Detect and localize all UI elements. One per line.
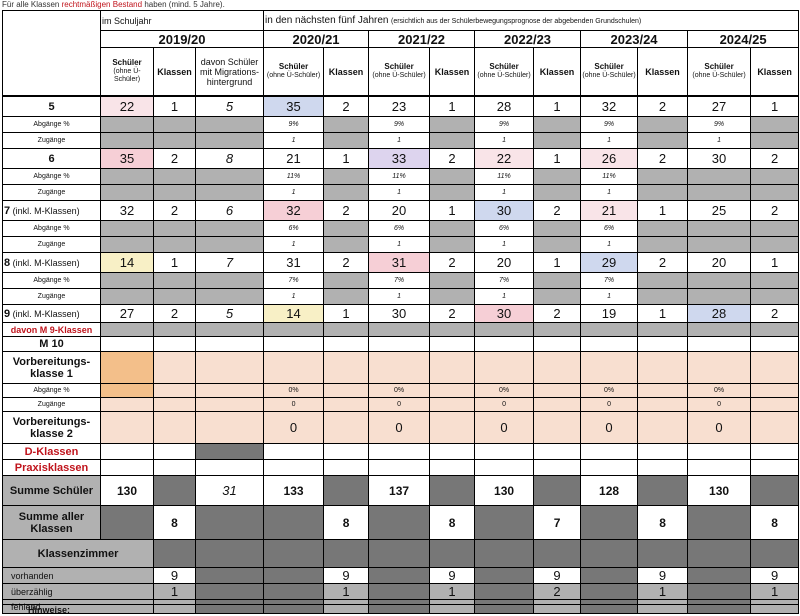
zugaenge-value: 0 <box>475 398 534 412</box>
schueler-value: 27 <box>688 97 751 117</box>
klassen-value: 2 <box>534 305 581 323</box>
summe-schueler-value: 130 <box>101 476 154 506</box>
klassen-value: 1 <box>638 201 688 221</box>
top-note <box>2 0 798 10</box>
abgaenge-value: 6% <box>581 221 638 237</box>
zugaenge-label: Zugänge <box>3 289 101 305</box>
klassen-value: 1 <box>638 305 688 323</box>
vorhanden-value: 9 <box>534 568 581 584</box>
schueler-value: 33 <box>369 149 430 169</box>
abgaenge-value: 9% <box>369 117 430 133</box>
grade-row-9 <box>3 305 799 323</box>
abgaenge-value: 9% <box>475 117 534 133</box>
summe-klassen-value: 7 <box>534 506 581 540</box>
zugaenge-label: Zugänge <box>3 185 101 201</box>
praxis-label: Praxisklassen <box>3 460 101 476</box>
schueler-value: 31 <box>264 253 324 273</box>
zugaenge-value: 1 <box>475 185 534 201</box>
vk1-label: Vorbereitungs-klasse 1 <box>3 352 101 384</box>
grade-row-8 <box>3 253 799 273</box>
hinweise-label: Hinweise: <box>2 604 798 615</box>
abgaenge-value: 9% <box>264 117 324 133</box>
abgaenge-value: 7% <box>369 273 430 289</box>
m9-row <box>3 323 799 337</box>
abgaenge-value: 6% <box>264 221 324 237</box>
m10-label: M 10 <box>3 337 101 352</box>
header-label-corner <box>3 11 101 96</box>
vk2-value: 0 <box>688 412 751 444</box>
summe-schueler-value: 128 <box>581 476 638 506</box>
klassen-value: 1 <box>154 97 196 117</box>
schueler-value: 27 <box>101 305 154 323</box>
ueberzaehlig-value: 1 <box>154 584 196 600</box>
year-2022-23: 2022/23 <box>475 31 581 48</box>
klassen-value: 2 <box>430 149 475 169</box>
schueler-value: 22 <box>101 97 154 117</box>
klassen-value: 2 <box>430 253 475 273</box>
zugaenge-value: 1 <box>264 237 324 253</box>
abgaenge-value: 11% <box>475 169 534 185</box>
abgaenge-value: 0% <box>581 384 638 398</box>
summe-klassen-label: Summe aller Klassen <box>3 506 101 540</box>
vk2-value: 0 <box>264 412 324 444</box>
zugaenge-value: 1 <box>369 185 430 201</box>
abgaenge-value: 6% <box>369 221 430 237</box>
schueler-value: 14 <box>264 305 324 323</box>
zugaenge-value: 1 <box>581 185 638 201</box>
vk1-abgaenge-row <box>3 384 799 398</box>
klassen-value: 2 <box>430 305 475 323</box>
grade-label: 9 (inkl. M-Klassen) <box>3 305 101 323</box>
klassen-value: 1 <box>430 201 475 221</box>
vorhanden-value: 9 <box>430 568 475 584</box>
migration-value: 5 <box>196 305 264 323</box>
student-forecast-table <box>2 10 799 614</box>
klassen-value: 2 <box>154 149 196 169</box>
schueler-value: 23 <box>369 97 430 117</box>
klassen-value: 1 <box>534 253 581 273</box>
klassen-value: 2 <box>324 201 369 221</box>
klassen-value: 2 <box>751 201 799 221</box>
zugaenge-value: 1 <box>264 133 324 149</box>
klassen-value: 1 <box>324 305 369 323</box>
zugaenge-value: 1 <box>369 133 430 149</box>
summe-schueler-label: Summe Schüler <box>3 476 101 506</box>
top-note-suffix: haben (mind. 5 Jahre). <box>144 0 225 9</box>
klassen-value: 1 <box>324 149 369 169</box>
zugaenge-value: 1 <box>264 289 324 305</box>
col-schueler: Schüler (ohne Ü-Schüler) <box>369 48 430 96</box>
abgaenge-label: Abgänge % <box>3 384 101 398</box>
grade-row-6 <box>3 149 799 169</box>
summe-schueler-value: 133 <box>264 476 324 506</box>
abgaenge-value: 0% <box>369 384 430 398</box>
col-klassen: Klassen <box>534 48 581 96</box>
ueberzaehlig-value: 2 <box>534 584 581 600</box>
abgaenge-label: Abgänge % <box>3 117 101 133</box>
schueler-value: 30 <box>475 305 534 323</box>
klassen-value: 1 <box>751 253 799 273</box>
year-2020-21: 2020/21 <box>264 31 369 48</box>
klassen-value: 2 <box>154 305 196 323</box>
d-klassen-row <box>3 444 799 460</box>
zugaenge-value: 1 <box>475 133 534 149</box>
summe-schueler-value: 130 <box>688 476 751 506</box>
schueler-value: 32 <box>264 201 324 221</box>
current-year-header: im Schuljahr <box>101 11 264 31</box>
schueler-value: 28 <box>688 305 751 323</box>
klassen-value: 1 <box>534 149 581 169</box>
vk2-row <box>3 412 799 444</box>
summe-klassen-value: 8 <box>154 506 196 540</box>
col-klassen: Klassen <box>638 48 688 96</box>
col-klassen: Klassen <box>154 48 196 96</box>
klassen-value: 2 <box>324 97 369 117</box>
year-2023-24: 2023/24 <box>581 31 688 48</box>
summe-schueler-row <box>3 476 799 506</box>
schueler-value: 28 <box>475 97 534 117</box>
summe-klassen-value: 8 <box>638 506 688 540</box>
migration-value: 7 <box>196 253 264 273</box>
klassen-value: 2 <box>638 149 688 169</box>
abgaenge-value: 7% <box>581 273 638 289</box>
top-note-prefix: Für alle Klassen <box>2 0 60 9</box>
m9-label: davon M 9-Klassen <box>3 323 101 337</box>
zugaenge-row <box>3 185 799 201</box>
klassen-value: 2 <box>751 305 799 323</box>
abgaenge-value: 11% <box>581 169 638 185</box>
abgaenge-value: 11% <box>369 169 430 185</box>
vorhanden-value: 9 <box>638 568 688 584</box>
summe-schueler-value: 130 <box>475 476 534 506</box>
summe-klassen-value: 8 <box>751 506 799 540</box>
klassen-value: 1 <box>751 97 799 117</box>
zugaenge-label: Zugänge <box>3 237 101 253</box>
zugaenge-value: 0 <box>369 398 430 412</box>
schueler-value: 35 <box>264 97 324 117</box>
zugaenge-value: 0 <box>688 398 751 412</box>
zugaenge-row <box>3 133 799 149</box>
klassen-value: 2 <box>751 149 799 169</box>
schueler-value: 32 <box>581 97 638 117</box>
grade-label: 8 (inkl. M-Klassen) <box>3 253 101 273</box>
schueler-value: 29 <box>581 253 638 273</box>
top-note-red: rechtmäßigen Bestand <box>61 0 143 9</box>
zugaenge-row <box>3 289 799 305</box>
klassen-value: 2 <box>534 201 581 221</box>
grade-row-5 <box>3 97 799 117</box>
schueler-value: 20 <box>475 253 534 273</box>
abgaenge-value: 7% <box>264 273 324 289</box>
year-2019-20: 2019/20 <box>101 31 264 48</box>
vorhanden-value: 9 <box>751 568 799 584</box>
fehlend-label: fehlend <box>3 600 154 614</box>
ueberzaehlig-value: 1 <box>751 584 799 600</box>
schueler-value: 30 <box>475 201 534 221</box>
vk1-zugaenge-row <box>3 398 799 412</box>
zugaenge-value: 1 <box>581 133 638 149</box>
zugaenge-row <box>3 237 799 253</box>
klassen-value: 1 <box>430 97 475 117</box>
col-schueler: Schüler (ohne Ü-Schüler) <box>581 48 638 96</box>
klassen-value: 1 <box>154 253 196 273</box>
zugaenge-label: Zugänge <box>3 133 101 149</box>
schueler-value: 20 <box>369 201 430 221</box>
vk2-label: Vorbereitungs-klasse 2 <box>3 412 101 444</box>
vorhanden-label: vorhanden <box>3 568 154 584</box>
header-row-1 <box>3 11 799 31</box>
abgaenge-row <box>3 221 799 237</box>
zugaenge-value: 1 <box>688 133 751 149</box>
schueler-value: 19 <box>581 305 638 323</box>
abgaenge-value: 7% <box>475 273 534 289</box>
klassenzimmer-row <box>3 540 799 568</box>
schueler-value: 30 <box>369 305 430 323</box>
vk2-value: 0 <box>369 412 430 444</box>
migration-value: 5 <box>196 97 264 117</box>
schueler-value: 25 <box>688 201 751 221</box>
schueler-value: 35 <box>101 149 154 169</box>
summe-klassen-value: 8 <box>430 506 475 540</box>
abgaenge-row <box>3 169 799 185</box>
grade-label: 5 <box>3 97 101 117</box>
vorhanden-value: 9 <box>154 568 196 584</box>
migration-value: 8 <box>196 149 264 169</box>
abgaenge-value: 9% <box>688 117 751 133</box>
zugaenge-value: 0 <box>264 398 324 412</box>
abgaenge-label: Abgänge % <box>3 169 101 185</box>
ueberzaehlig-value: 1 <box>324 584 369 600</box>
vk2-value: 0 <box>581 412 638 444</box>
migration-sum: 31 <box>196 476 264 506</box>
schueler-value: 21 <box>581 201 638 221</box>
schueler-value: 31 <box>369 253 430 273</box>
zugaenge-value: 1 <box>369 289 430 305</box>
grade-label: 6 <box>3 149 101 169</box>
klassenzimmer-label: Klassenzimmer <box>3 540 154 568</box>
ueberzaehlig-row <box>3 584 799 600</box>
abgaenge-value: 6% <box>475 221 534 237</box>
klassen-value: 2 <box>154 201 196 221</box>
schueler-value: 30 <box>688 149 751 169</box>
klassen-value: 2 <box>638 253 688 273</box>
zugaenge-value: 0 <box>581 398 638 412</box>
abgaenge-label: Abgänge % <box>3 221 101 237</box>
abgaenge-value: 0% <box>475 384 534 398</box>
abgaenge-row <box>3 273 799 289</box>
ueberzaehlig-value: 1 <box>430 584 475 600</box>
zugaenge-value: 1 <box>475 237 534 253</box>
col-klassen: Klassen <box>324 48 369 96</box>
col-klassen: Klassen <box>430 48 475 96</box>
schueler-value: 26 <box>581 149 638 169</box>
klassen-value: 2 <box>324 253 369 273</box>
abgaenge-value: 9% <box>581 117 638 133</box>
col-klassen: Klassen <box>751 48 799 96</box>
vk1-row <box>3 352 799 384</box>
col-schueler: Schüler (ohne Ü-Schüler) <box>688 48 751 96</box>
year-2021-22: 2021/22 <box>369 31 475 48</box>
schueler-value: 14 <box>101 253 154 273</box>
zugaenge-value: 1 <box>581 237 638 253</box>
abgaenge-label: Abgänge % <box>3 273 101 289</box>
header-row-years <box>3 31 799 48</box>
migration-value: 6 <box>196 201 264 221</box>
zugaenge-value: 1 <box>581 289 638 305</box>
praxis-row <box>3 460 799 476</box>
zugaenge-value: 1 <box>475 289 534 305</box>
summe-klassen-value: 8 <box>324 506 369 540</box>
year-2024-25: 2024/25 <box>688 31 799 48</box>
ueberzaehlig-label: überzählig <box>3 584 154 600</box>
vk2-value: 0 <box>475 412 534 444</box>
schueler-value: 32 <box>101 201 154 221</box>
col-schueler: Schüler (ohne Ü-Schüler) <box>101 48 154 96</box>
ueberzaehlig-value: 1 <box>638 584 688 600</box>
m10-row <box>3 337 799 352</box>
schueler-value: 22 <box>475 149 534 169</box>
zugaenge-value: 1 <box>369 237 430 253</box>
vorhanden-row <box>3 568 799 584</box>
d-klassen-label: D-Klassen <box>3 444 101 460</box>
klassen-value: 2 <box>638 97 688 117</box>
summe-klassen-row <box>3 506 799 540</box>
col-schueler: Schüler (ohne Ü-Schüler) <box>475 48 534 96</box>
schueler-value: 20 <box>688 253 751 273</box>
grade-row-7 <box>3 201 799 221</box>
summe-schueler-value: 137 <box>369 476 430 506</box>
vorhanden-value: 9 <box>324 568 369 584</box>
abgaenge-value: 11% <box>264 169 324 185</box>
col-migration: davon Schüler mit Migrations-hintergrund <box>196 48 264 96</box>
forecast-header: in den nächsten fünf Jahren (ersichtlich aus der Schülerbewegungsprognose der abgebenden Grundschulen) <box>264 11 799 31</box>
grade-label: 7 (inkl. M-Klassen) <box>3 201 101 221</box>
header-row-columns <box>3 48 799 96</box>
zugaenge-label: Zugänge <box>3 398 101 412</box>
abgaenge-value: 0% <box>688 384 751 398</box>
klassen-value: 1 <box>534 97 581 117</box>
schueler-value: 21 <box>264 149 324 169</box>
abgaenge-value: 0% <box>264 384 324 398</box>
zugaenge-value: 1 <box>264 185 324 201</box>
abgaenge-row <box>3 117 799 133</box>
col-schueler: Schüler (ohne Ü-Schüler) <box>264 48 324 96</box>
